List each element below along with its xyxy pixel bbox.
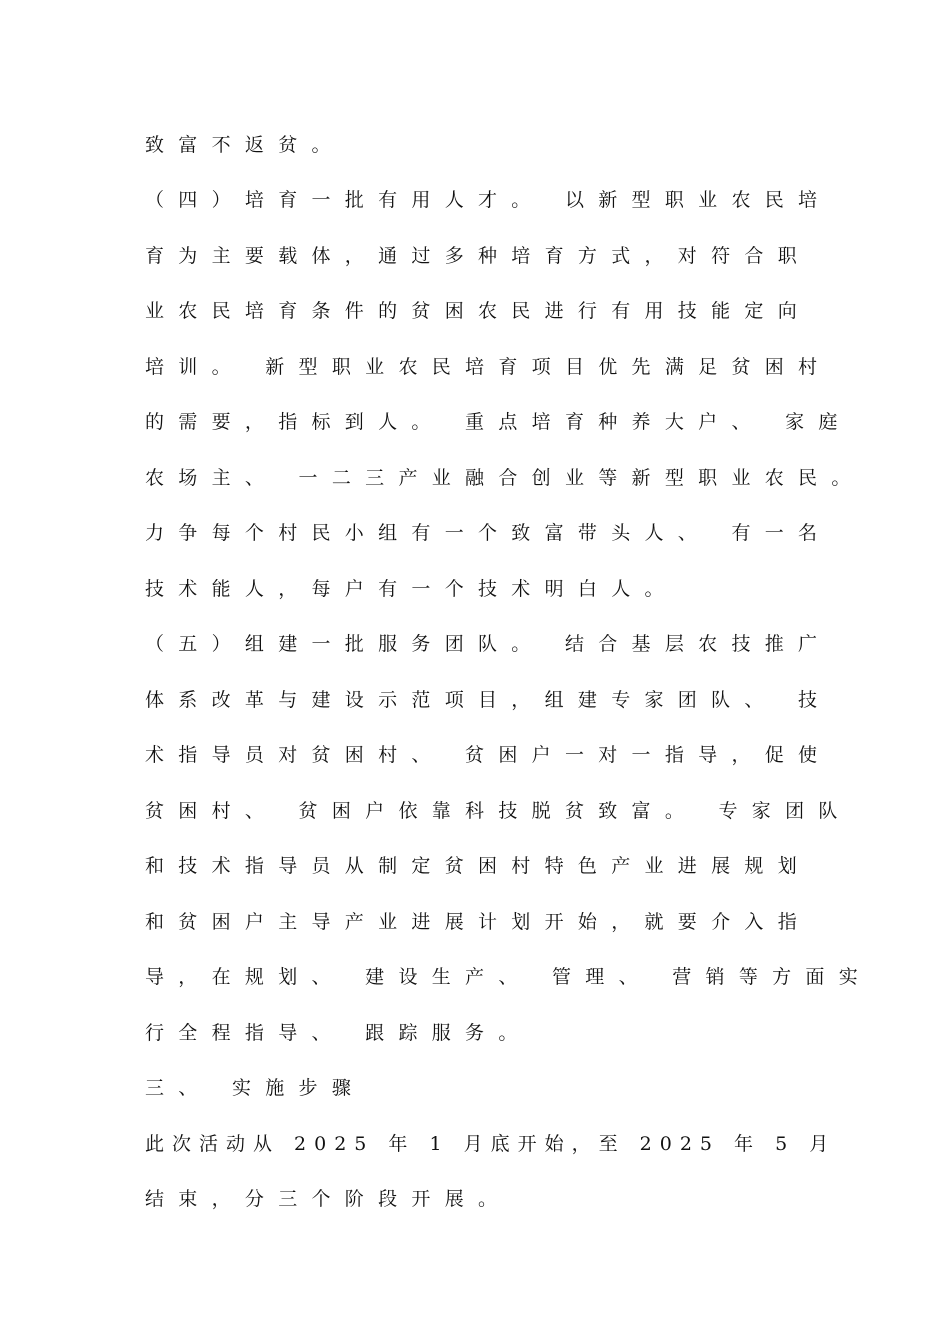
text-line: 术指导员对贫困村、 贫困户一对一指导，促使 <box>145 744 832 766</box>
text-line: 培训。 新型职业农民培育项目优先满足贫困村 <box>145 356 832 378</box>
text-line: 和贫困户主导产业进展计划开始，就要介入指 <box>145 911 812 933</box>
text-line: 体系改革与建设示范项目，组建专家团队、 技 <box>145 689 832 711</box>
text-line: 的需要，指标到人。 重点培育种养大户、 家庭 <box>145 411 852 433</box>
section-heading-five: （五）组建一批服务团队。 结合基层农技推广 <box>145 633 832 655</box>
text-line: 育为主要载体，通过多种培育方式，对符合职 <box>145 245 812 267</box>
text-line: 此次活动从 2025 年 1 月底开始，至 2025 年 5 月 <box>145 1133 837 1155</box>
section-heading-four: （四）培育一批有用人才。 以新型职业农民培 <box>145 189 832 211</box>
text-line: 业农民培育条件的贫困农民进行有用技能定向 <box>145 300 812 322</box>
text-line: 致富不返贫。 <box>145 134 345 156</box>
text-line: 行全程指导、 跟踪服务。 <box>145 1022 532 1044</box>
text-line: 贫困村、 贫困户依靠科技脱贫致富。 专家团队 <box>145 800 852 822</box>
text-line: 导，在规划、 建设生产、 管理、 营销等方面实 <box>145 966 873 988</box>
section-heading-three: 三、 实施步骤 <box>145 1077 366 1099</box>
text-line: 力争每个村民小组有一个致富带头人、 有一名 <box>145 522 832 544</box>
text-line: 农场主、 一二三产业融合创业等新型职业农民。 <box>145 467 865 489</box>
text-line: 和技术指导员从制定贫困村特色产业进展规划 <box>145 855 812 877</box>
text-line: 结束，分三个阶段开展。 <box>145 1188 512 1210</box>
text-line: 技术能人，每户有一个技术明白人。 <box>145 578 678 600</box>
